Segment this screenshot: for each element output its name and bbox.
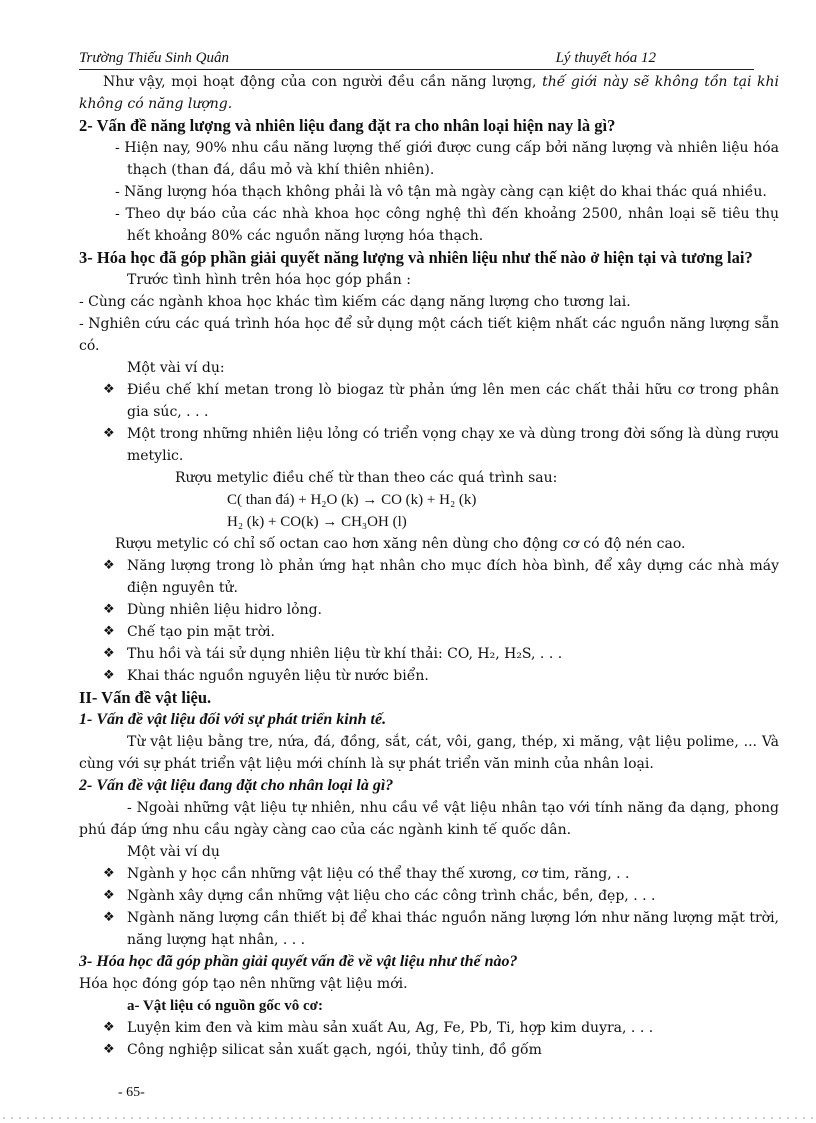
part-II-bullet-5 — [79, 1039, 779, 1061]
part-II-bullet-2 — [79, 885, 779, 907]
s3-example-label: Một vài ví dụ: — [127, 360, 225, 376]
part-II-p3: Hóa học đóng góp tạo nên những vật liệu mới. — [79, 976, 408, 992]
page-number: - 65- — [118, 1085, 145, 1100]
part-II-bullet-1-text: Ngành y học cần những vật liệu có thể thay thế xương, cơ tim, răng, . . — [127, 866, 630, 882]
diamond-bullet-icon: ❖ — [103, 558, 115, 573]
diamond-bullet-icon: ❖ — [103, 624, 115, 639]
s3-bullet-3 — [79, 555, 779, 599]
diamond-bullet-icon: ❖ — [103, 668, 115, 683]
s3-bullet-7-text: Khai thác nguồn nguyên liệu từ nước biển. — [127, 668, 429, 684]
section-3-heading: 3- Hóa học đã góp phần giải quyết năng lượng và nhiên liệu như thế nào ở hiện tại và tương lai? — [79, 248, 753, 267]
intro-text: Như vậy, mọi hoạt động của con người đều cần năng lượng, — [103, 74, 537, 90]
part-II-p2: - Ngoài những vật liệu tự nhiên, nhu cầu về vật liệu nhân tạo với tính năng đa dạng, phong phú đáp ứng nhu cầu ngày càng cao của các ngành kinh tế quốc dân. — [79, 800, 779, 838]
s3-bullet-2-text: Một trong những nhiên liệu lỏng có triển vọng chạy xe và dùng trong đời sống là dùng rượu metylic. — [127, 426, 779, 464]
header-rule — [79, 69, 754, 70]
part-II-example-label: Một vài ví dụ — [127, 844, 220, 860]
octan-note: Rượu metylic có chỉ số octan cao hơn xăng nên dùng cho động cơ có độ nén cao. — [115, 536, 686, 552]
s3-bullet-6 — [79, 643, 779, 665]
section-2-heading: 2- Vấn đề năng lượng và nhiên liệu đang đặt ra cho nhân loại hiện nay là gì? — [79, 116, 616, 135]
diamond-bullet-icon: ❖ — [103, 866, 115, 881]
part-II-bullet-4 — [79, 1017, 779, 1039]
part-II-h3: 3- Hóa học đã góp phần giải quyết vấn đề về vật liệu như thế nào? — [79, 953, 518, 970]
s2-item-3: - Theo dự báo của các nhà khoa học công nghệ thì đến khoảng 2500, nhân loại sẽ tiêu thụ hết khoảng 80% các nguồn năng lượng hóa thạch. — [115, 206, 779, 244]
equation-1: C( than đá) + H₂O (k) → CO (k) + H₂ (k) — [227, 492, 477, 508]
s3-dash-2: - Nghiên cứu các quá trình hóa học để sử dụng một cách tiết kiệm nhất các nguồn năng lượng sẵn có. — [79, 316, 779, 354]
intro-italic: thế giới này sẽ không tồn tại khi không có năng lượng. — [79, 74, 779, 112]
s2-item-1: - Hiện nay, 90% nhu cầu năng lượng thế giới được cung cấp bởi năng lượng và nhiên liệu hóa thạch (than đá, dầu mỏ và khí thiên nhiên). — [115, 140, 779, 178]
diamond-bullet-icon: ❖ — [103, 910, 115, 925]
part-II-bullet-1 — [79, 863, 779, 885]
diamond-bullet-icon: ❖ — [103, 382, 115, 397]
part-II-heading: II- Vấn đề vật liệu. — [79, 688, 212, 707]
part-II-p1: Từ vật liệu bằng tre, nứa, đá, đồng, sắt, cát, vôi, gang, thép, xi măng, vật liệu polime, ... Và cùng với sự phát triển vật liệu mới chính là sự phát triển văn minh của nhân loại. — [79, 734, 779, 772]
intro-paragraph — [79, 71, 779, 115]
diamond-bullet-icon: ❖ — [103, 426, 115, 441]
bottom-dotted-border — [0, 1117, 816, 1119]
s3-bullet-2 — [79, 423, 779, 467]
part-II-h1: 1- Vấn đề vật liệu đối với sự phát triển kinh tế. — [79, 711, 387, 728]
part-II-sub-a: a- Vật liệu có nguồn gốc vô cơ: — [127, 998, 323, 1014]
s3-bullet-5 — [79, 621, 779, 643]
metylic-intro: Rượu metylic điều chế từ than theo các quá trình sau: — [175, 470, 558, 486]
s3-bullet-1-text: Điều chế khí metan trong lò biogaz từ phản ứng lên men các chất thải hữu cơ trong phân gia súc, . . . — [127, 382, 779, 420]
part-II-bullet-3-text: Ngành năng lượng cần thiết bị để khai thác nguồn năng lượng lớn như năng lượng mặt trời, năng lượng hạt nhân, . . . — [127, 910, 779, 948]
s3-dash-1: - Cùng các ngành khoa học khác tìm kiếm các dạng năng lượng cho tương lai. — [79, 294, 631, 310]
part-II-bullet-3 — [79, 907, 779, 951]
running-header — [79, 50, 776, 70]
s3-bullet-4-text: Dùng nhiên liệu hidro lỏng. — [127, 602, 323, 618]
equation-2: H₂ (k) + CO(k) → CH₃OH (l) — [227, 514, 407, 530]
page-body — [79, 71, 779, 1061]
part-II-bullet-5-text: Công nghiệp silicat sản xuất gạch, ngói, thủy tinh, đồ gốm — [127, 1042, 542, 1058]
part-II-bullet-2-text: Ngành xây dựng cần những vật liệu cho các công trình chắc, bền, đẹp, . . . — [127, 888, 656, 904]
diamond-bullet-icon: ❖ — [103, 1042, 115, 1057]
s3-bullet-7 — [79, 665, 779, 687]
diamond-bullet-icon: ❖ — [103, 602, 115, 617]
part-II-h2: 2- Vấn đề vật liệu đang đặt cho nhân loại là gì? — [79, 777, 394, 794]
part-II-bullet-4-text: Luyện kim đen và kim màu sản xuất Au, Ag, Fe, Pb, Ti, hợp kim duyra, . . . — [127, 1020, 654, 1036]
s3-bullet-3-text: Năng lượng trong lò phản ứng hạt nhân cho mục đích hòa bình, để xây dựng các nhà máy điện nguyên tử. — [127, 558, 779, 596]
header-subject: Lý thuyết hóa 12 — [555, 50, 656, 66]
diamond-bullet-icon: ❖ — [103, 646, 115, 661]
s3-bullet-5-text: Chế tạo pin mặt trời. — [127, 624, 275, 640]
diamond-bullet-icon: ❖ — [103, 888, 115, 903]
s2-item-2: - Năng lượng hóa thạch không phải là vô tận mà ngày càng cạn kiệt do khai thác quá nhiều. — [115, 184, 767, 200]
diamond-bullet-icon: ❖ — [103, 1020, 115, 1035]
s3-bullet-1 — [79, 379, 779, 423]
s3-bullet-4 — [79, 599, 779, 621]
header-school: Trường Thiếu Sinh Quân — [79, 50, 229, 66]
s3-lead: Trước tình hình trên hóa học góp phần : — [127, 272, 411, 288]
s3-bullet-6-text: Thu hồi và tái sử dụng nhiên liệu từ khí thải: CO, H₂, H₂S, . . . — [127, 646, 563, 662]
